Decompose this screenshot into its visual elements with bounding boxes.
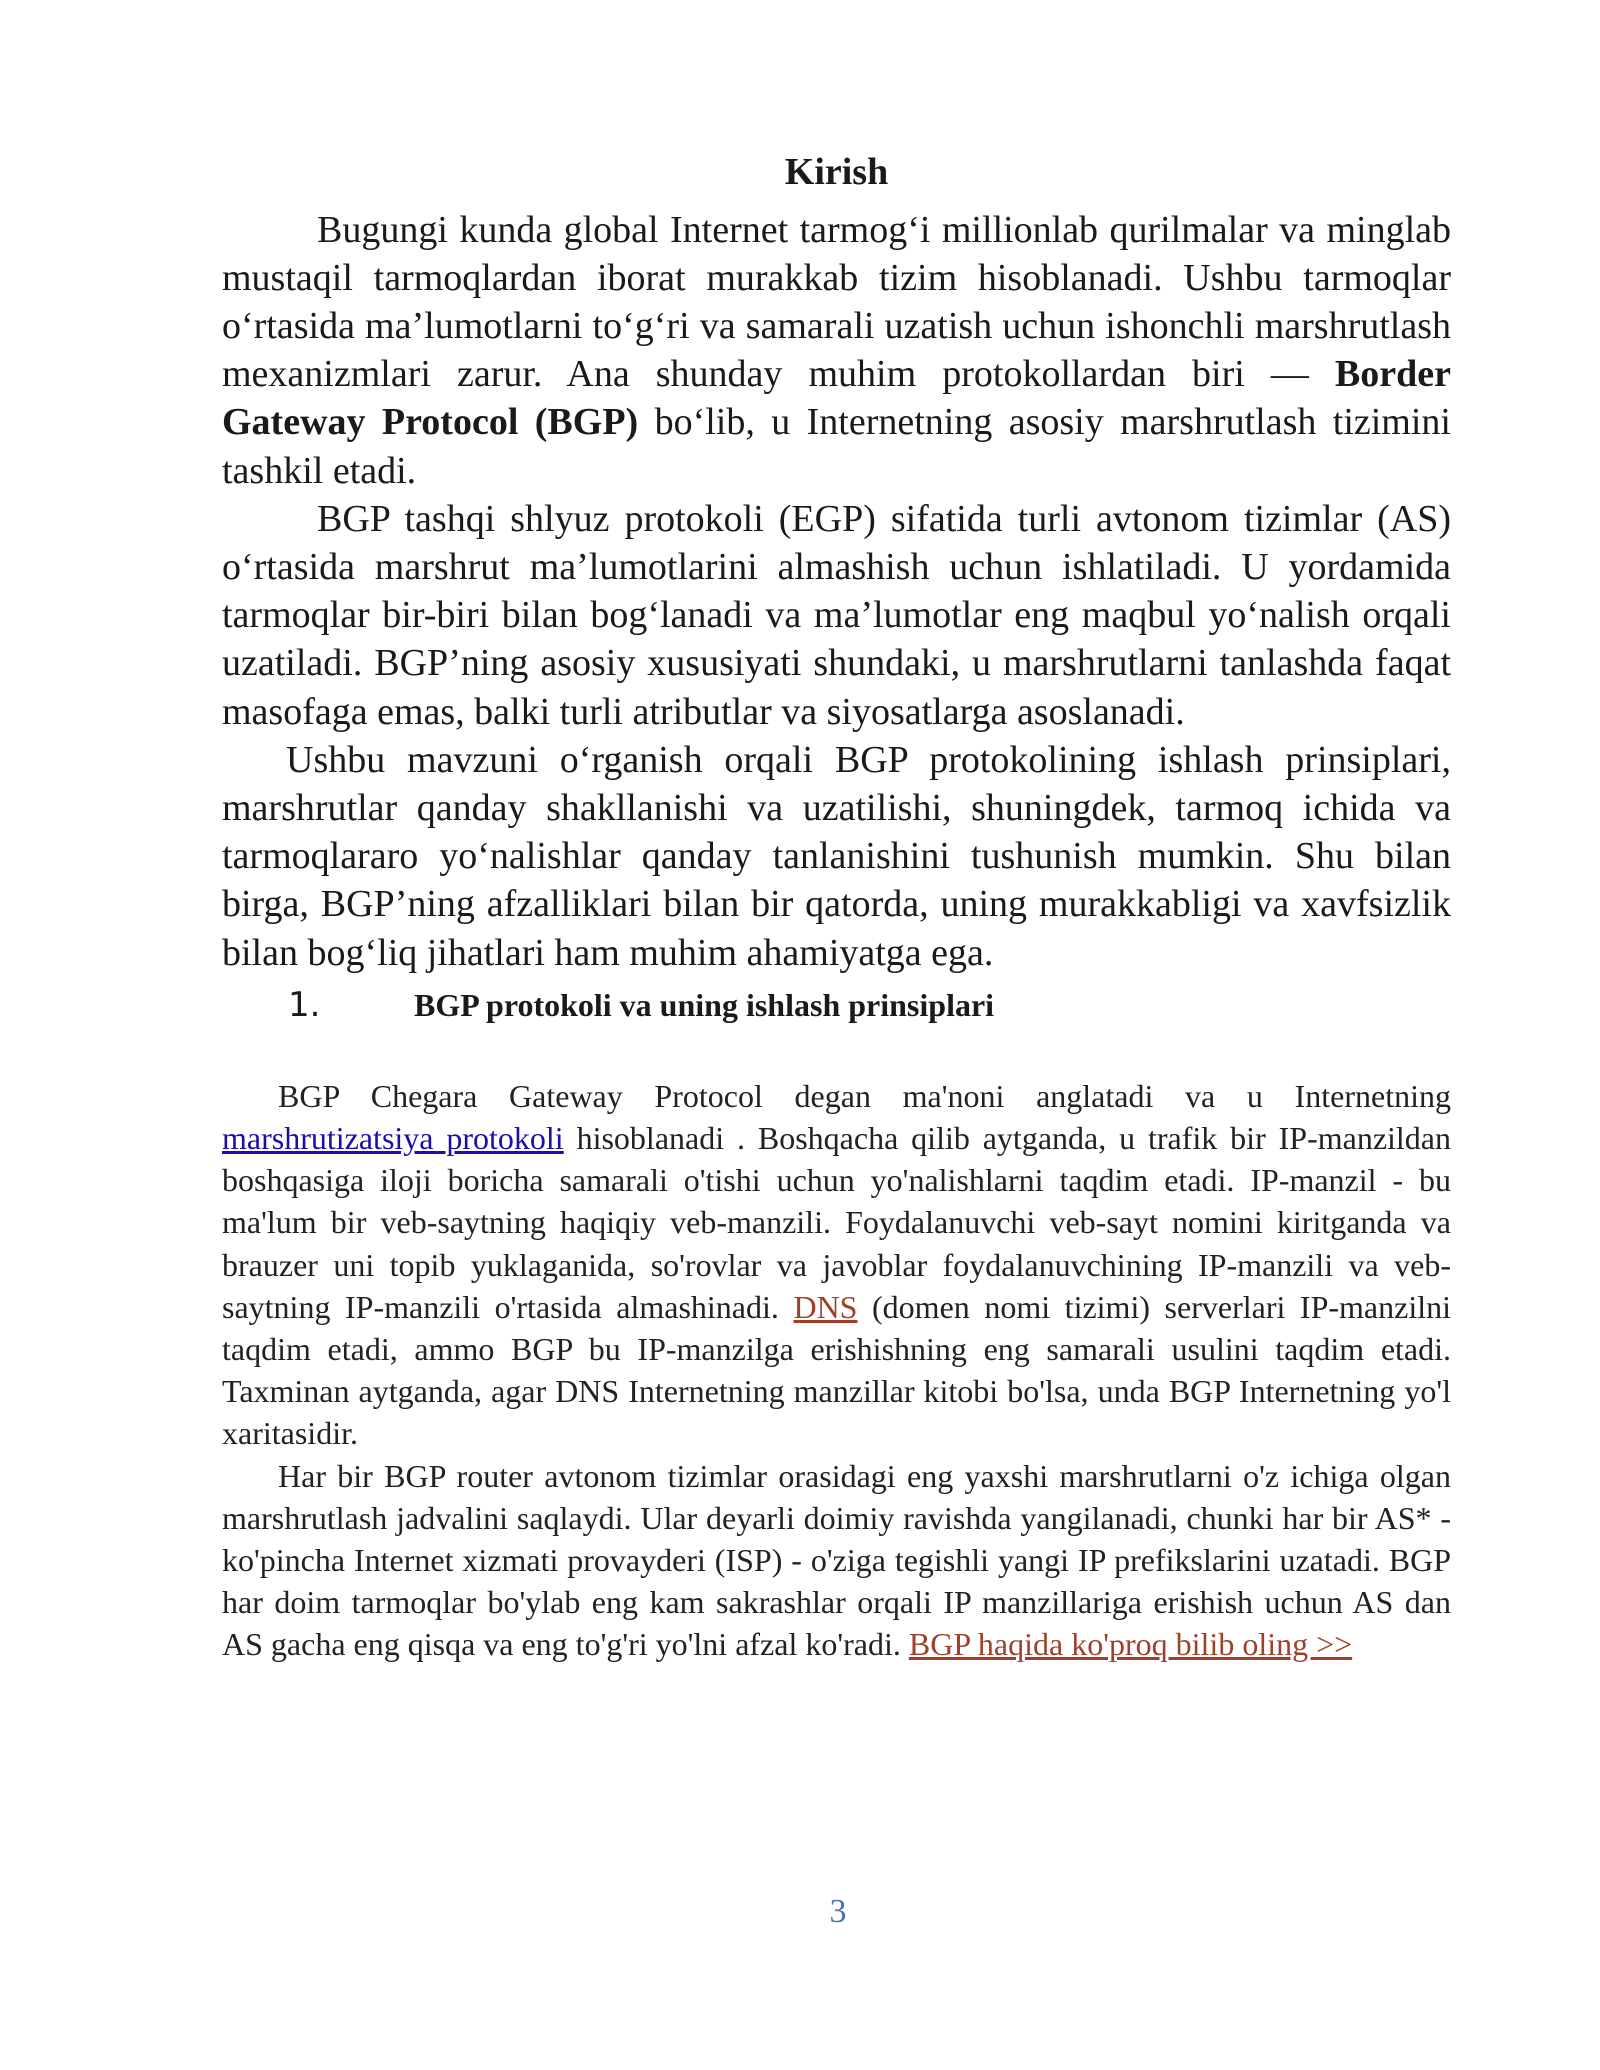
dns-link[interactable]: DNS — [793, 1288, 858, 1325]
section-body — [222, 1075, 1451, 1666]
intro-paragraph-1 — [222, 206, 1451, 495]
body-paragraph-2 — [222, 1455, 1451, 1666]
section-title: BGP protokoli va uning ishlash prinsiplari — [414, 986, 995, 1023]
intro-paragraph-2: BGP tashqi shlyuz protokoli (EGP) sifatida turli avtonom tizimlar (AS) o‘rtasida marshrut ma’lumotlarini almashish uchun ishlatiladi. U yordamida tarmoqlar bir-biri bilan bog‘lanadi va ma’lumotlar eng maqbul yo‘nalish orqali uzatiladi. BGP’ning asosiy xususiyati shundaki, u marshrutlarni tanlashda faqat masofaga emas, balki turli atributlar va siyosatlarga asoslanadi. — [222, 497, 1451, 733]
body-paragraph-1 — [222, 1075, 1451, 1455]
section-heading — [222, 985, 1451, 1045]
routing-protocol-link[interactable]: marshrutizatsiya protokoli — [222, 1120, 564, 1157]
page-title: Kirish — [784, 151, 889, 193]
intro-section — [222, 206, 1451, 977]
learn-more-bgp-link[interactable]: BGP haqida ko'proq bilib oling >> — [908, 1626, 1353, 1663]
page-content — [222, 140, 1451, 1666]
page-number: 3 — [829, 1893, 847, 1930]
body-text: hisoblanadi . Boshqacha qilib aytganda, u trafik bir IP-manzildan boshqasiga iloji boricha samarali o'tishi uchun yo'nalishlarni taqdim etadi. IP-manzil - bu ma'lum bir veb-saytning haqiqiy veb-manzili. Foydalanuvchi veb-sayt nomini kiritganda va brauzer uni topib yuklaganida, so'rovlar va javoblar foydalanuvchining IP-manzili va veb-saytning IP-manzili o'rtasida almashinadi. — [222, 1120, 1452, 1325]
intro-paragraph-3: Ushbu mavzuni o‘rganish orqali BGP protokolining ishlash prinsiplari, marshrutlar qanday shakllanishi va uzatilishi, shuningdek, tarmoq ichida va tarmoqlararo yo‘nalishlar qanday tanlanishini tushunish mumkin. Shu bilan birga, BGP’ning afzalliklari bilan bir qatorda, uning murakkabligi va xavfsizlik bilan bog‘liq jihatlari ham muhim ahamiyatga ega. — [222, 738, 1451, 974]
intro-text: bo‘lib, u Internetning asosiy marshrutlash tizimini tashkil etadi. — [222, 401, 1451, 492]
bgp-term-bold: Border Gateway Protocol (BGP) — [222, 353, 1451, 444]
body-text: BGP Chegara Gateway Protocol degan ma'noni anglatadi va u Internetning — [278, 1077, 1451, 1114]
body-text: (domen nomi tizimi) serverlari IP-manzilni taqdim etadi, ammo BGP bu IP-manzilga erishishning eng samarali usulini taqdim etadi. Taxminan aytganda, agar DNS Internetning manzillar kitobi bo'lsa, unda BGP Internetning yo'l xaritasidir. — [222, 1288, 1452, 1452]
body-text: Har bir BGP router avtonom tizimlar orasidagi eng yaxshi marshrutlarni o'z ichiga olgan marshrutlash jadvalini saqlaydi. Ular deyarli doimiy ravishda yangilanadi, chunki har bir AS* - ko'pincha Internet xizmati provayderi (ISP) - o'ziga tegishli yangi IP prefikslarini uzatadi. BGP har doim tarmoqlar bo'ylab eng kam sakrashlar orqali IP manzillariga erishish uchun AS dan AS gacha eng qisqa va eng to'g'ri yo'lni afzal ko'radi. — [222, 1457, 1451, 1663]
section-number: 1. — [288, 984, 321, 1025]
intro-text: Bugungi kunda global Internet tarmog‘i millionlab qurilmalar va minglab mustaqil tarmoqlardan iborat murakkab tizim hisoblanadi. Ushbu tarmoqlar o‘rtasida ma’lumotlarni to‘g‘ri va samarali uzatish uchun ishonchli marshrutlash mexanizmlari zarur. Ana shunday muhim protokollardan biri — — [222, 208, 1451, 396]
